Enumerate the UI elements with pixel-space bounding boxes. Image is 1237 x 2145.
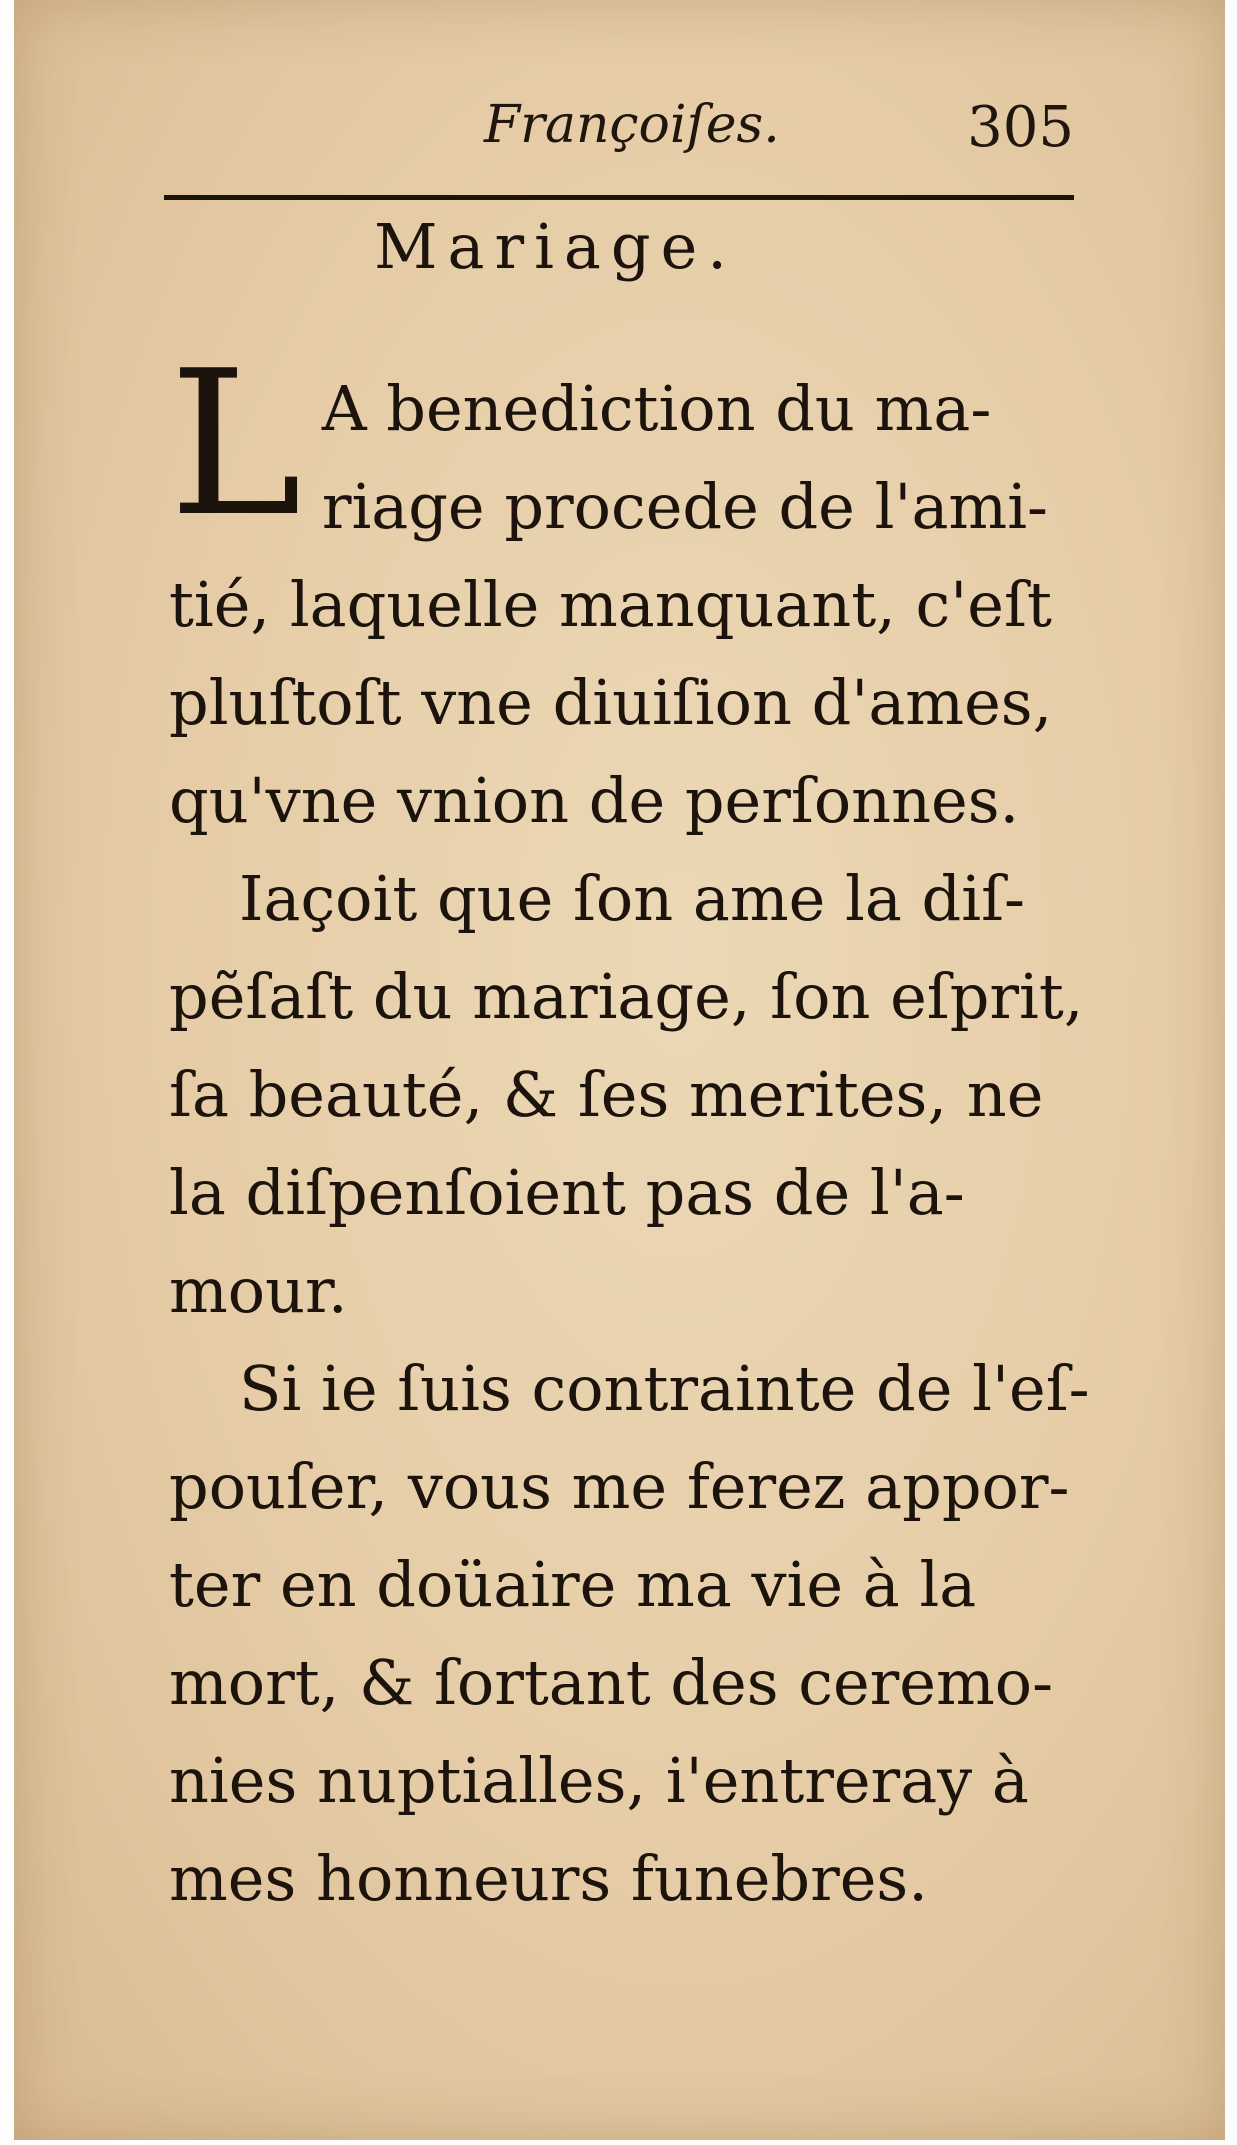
section-title: Mariage. [374, 210, 737, 283]
running-title: Françoiſes. [484, 95, 780, 155]
text-line: qu'vne vnion de perſonnes. [169, 764, 1020, 837]
text-line: pouſer, vous me ferez appor- [169, 1450, 1070, 1523]
page-number: 305 [967, 95, 1074, 160]
paragraph-2 [169, 850, 1084, 1340]
paragraph-1 [169, 328, 1074, 850]
text-line: mour. [169, 1254, 348, 1327]
header-rule [164, 195, 1074, 200]
text-line: nies nuptialles, i'entreray à [169, 1744, 1029, 1817]
paragraph-3 [169, 1340, 1090, 1928]
page-header [164, 95, 1074, 175]
text-line: la diſpenſoient pas de l'a- [169, 1156, 965, 1229]
book-page [14, 0, 1225, 2140]
body-text [169, 328, 1090, 1928]
text-line: riage procede de l'ami- [321, 470, 1048, 543]
text-line: ſa beauté, & ſes merites, ne [169, 1058, 1044, 1131]
text-line: Iaçoit que ſon ame la diſ- [239, 862, 1025, 935]
text-line: ter en doüaire ma vie à la [169, 1548, 977, 1621]
text-line: mes honneurs funebres. [169, 1842, 928, 1915]
text-line: tié, laquelle manquant, c'eſt [169, 568, 1052, 641]
text-line: A benediction du ma- [321, 372, 992, 445]
text-line: mort, & ſortant des ceremo- [169, 1646, 1054, 1719]
drop-cap: L [169, 328, 302, 561]
text-line: pluſtoſt vne diuiſion d'ames, [169, 666, 1053, 739]
text-line: pẽſaſt du mariage, ſon eſprit, [169, 960, 1084, 1033]
text-line: Si ie ſuis contrainte de l'eſ- [239, 1352, 1090, 1425]
